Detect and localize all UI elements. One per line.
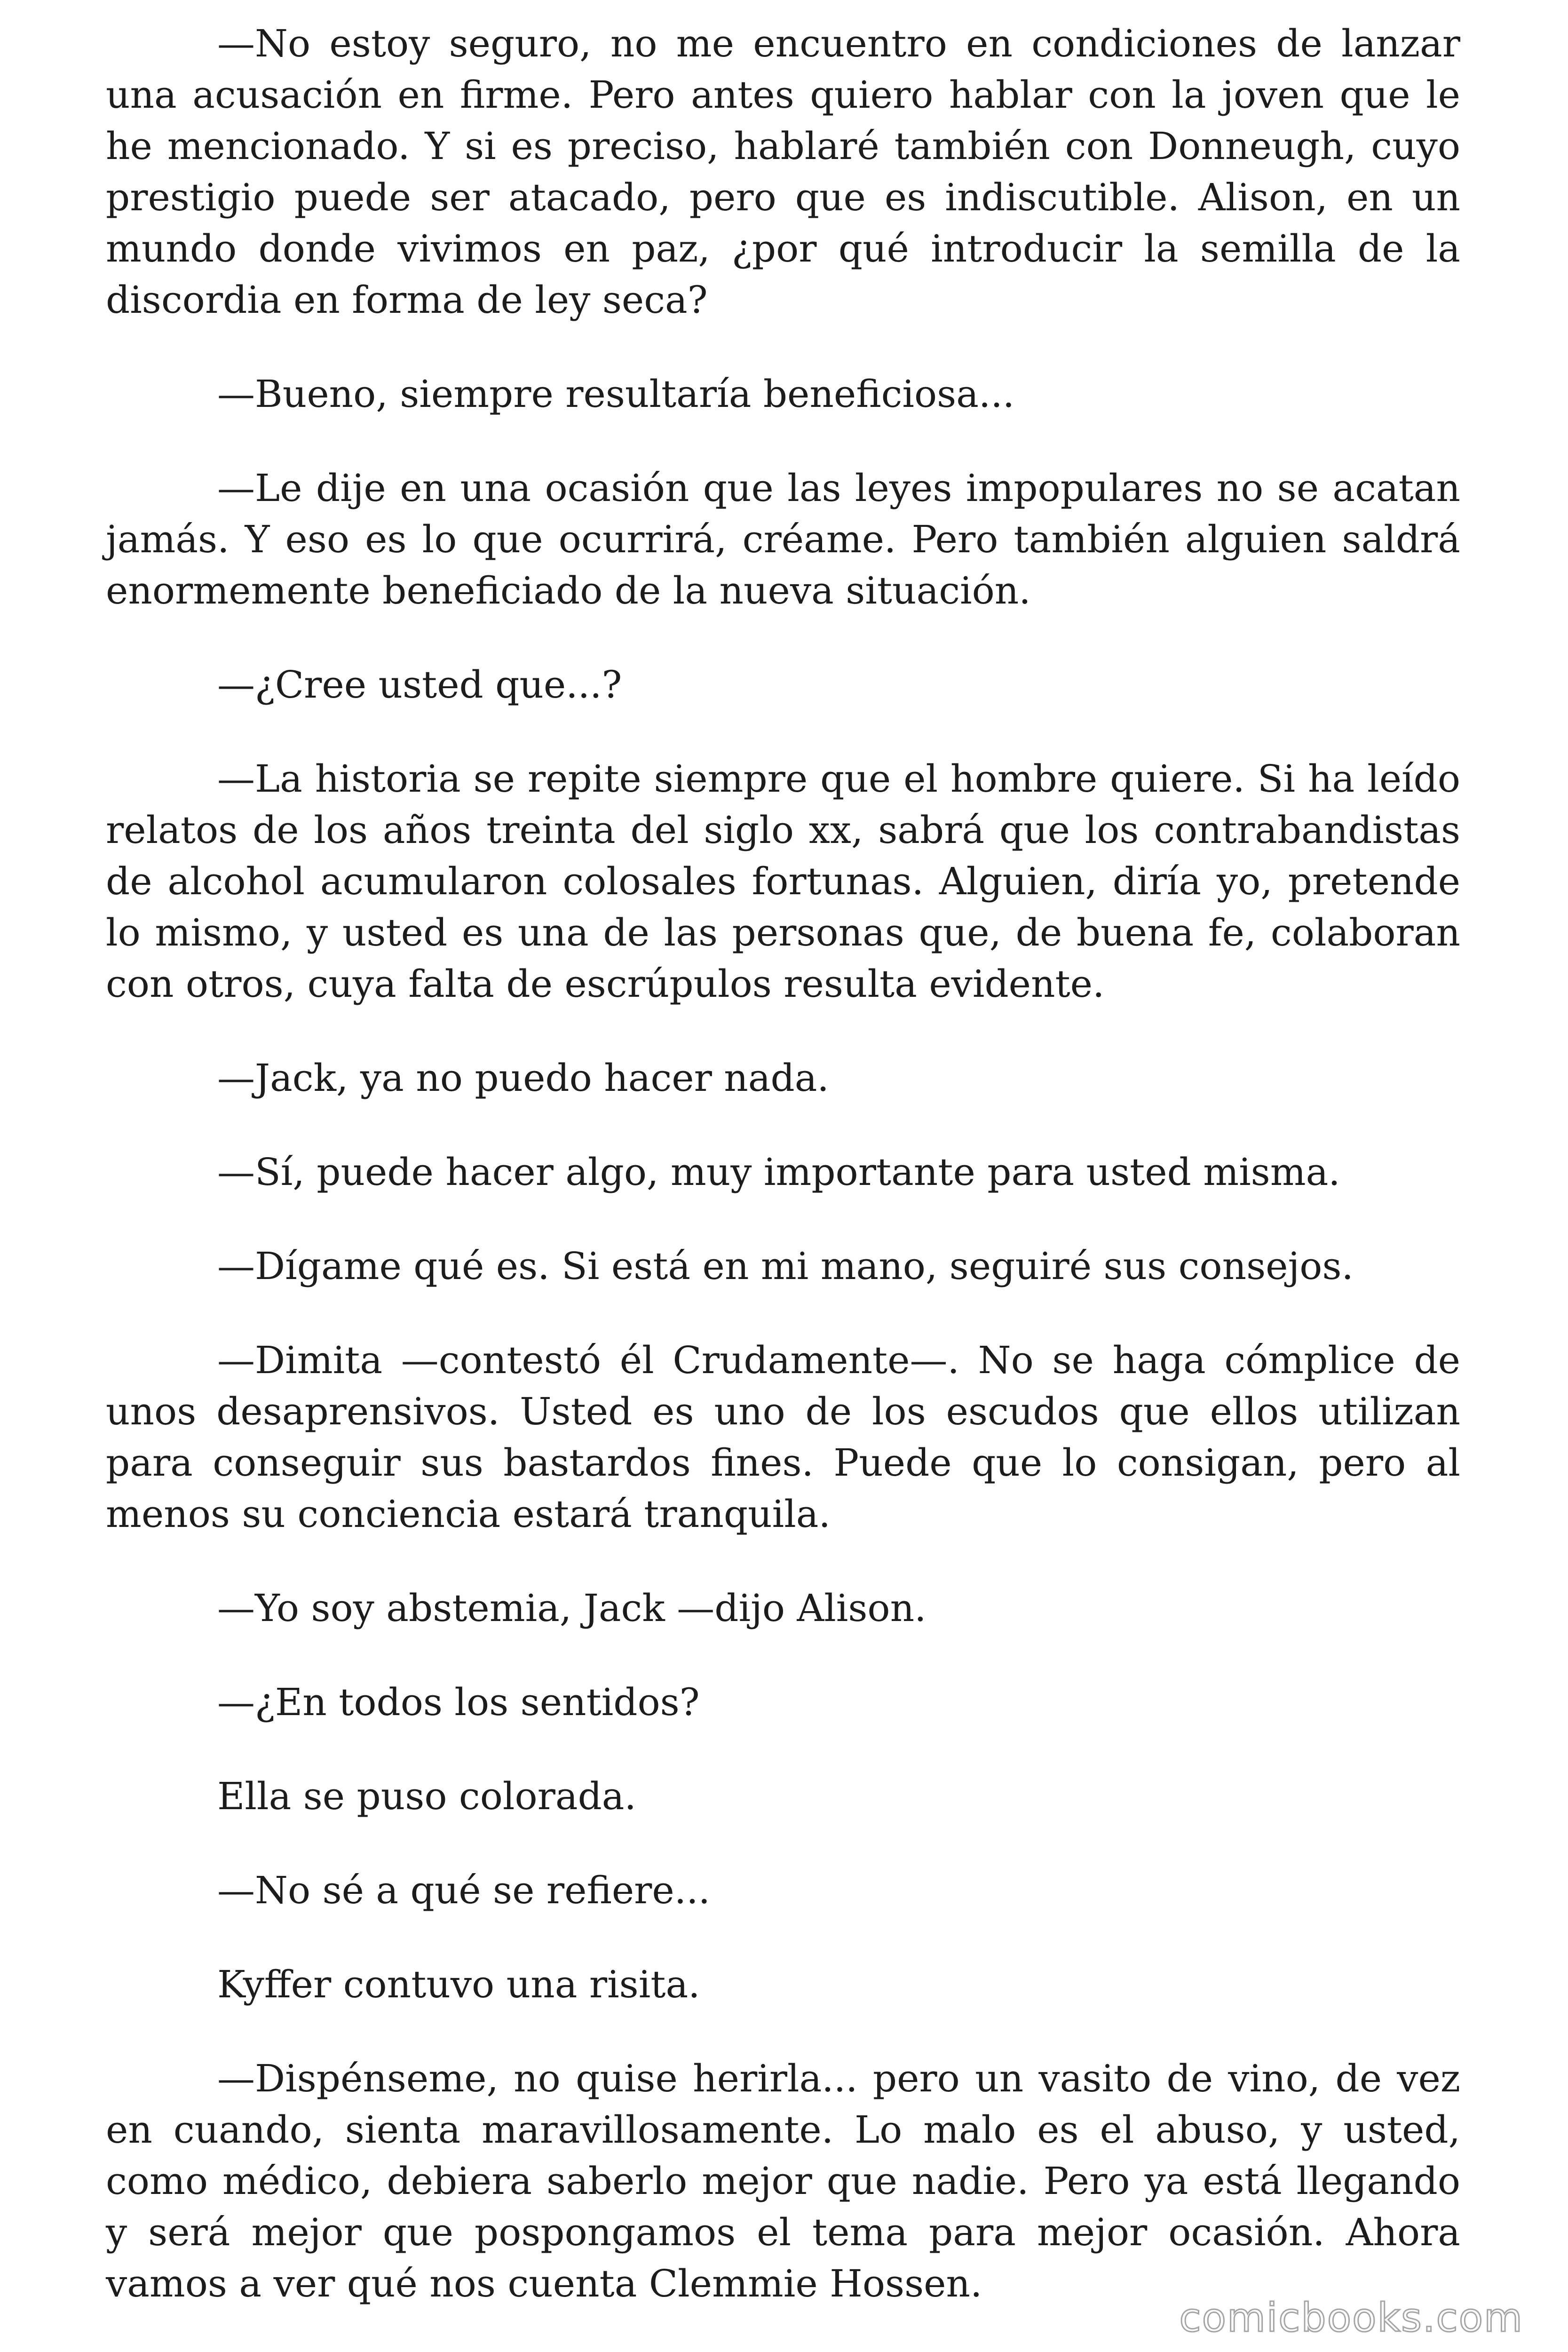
paragraph-5: —La historia se repite siempre que el hombre quiere. Si ha leído relatos de los años treinta del siglo xx, sabrá que los contrabandistas de alcohol acumularon colosales fortunas. Alguien, diría yo, pretende lo mismo, y usted es una de las personas que, de buena fe, colaboran con otros, cuya falta de escrúpulos resulta evidente. [106, 757, 1460, 1006]
paragraph-1: —No estoy seguro, no me encuentro en condiciones de lanzar una acusación en firme. Pero antes quiero hablar con la joven que le he mencionado. Y si es preciso, hablaré también con Donneugh, cuyo prestigio puede ser atacado, pero que es indiscutible. Alison, en un mundo donde vivimos en paz, ¿por qué introducir la semilla de la discordia en forma de ley seca? [106, 22, 1460, 322]
paragraph-7: —Sí, puede hacer algo, muy importante para usted misma. [217, 1150, 1340, 1194]
paragraph-12: Ella se puso colorada. [217, 1774, 636, 1818]
paragraph-9: —Dimita —contestó él Crudamente—. No se haga cómplice de unos desaprensivos. Usted es uno de los escudos que ellos utilizan para conseguir sus bastardos fines. Puede que lo consigan, pero al menos su conciencia estará tranquila. [106, 1338, 1460, 1536]
watermark-logo: comicbooks.com [1179, 2295, 1523, 2341]
paragraph-14: Kyffer contuvo una risita. [217, 1963, 700, 2006]
paragraph-10: —Yo soy abstemia, Jack —dijo Alison. [217, 1586, 927, 1630]
paragraph-11: —¿En todos los sentidos? [217, 1680, 700, 1724]
book-page [106, 18, 1460, 2352]
paragraph-6: —Jack, ya no puedo hacer nada. [217, 1056, 829, 1100]
paragraph-8: —Dígame qué es. Si está en mi mano, seguiré sus consejos. [217, 1244, 1354, 1288]
paragraph-3: —Le dije en una ocasión que las leyes impopulares no se acatan jamás. Y eso es lo que ocurrirá, créame. Pero también alguien saldrá enormemente beneficiado de la nueva situación. [106, 466, 1460, 612]
paragraph-4: —¿Cree usted que...? [217, 663, 622, 707]
paragraph-15: —Dispénseme, no quise herirla... pero un vasito de vino, de vez en cuando, sienta maravillosamente. Lo malo es el abuso, y usted, como médico, debiera saberlo mejor que nadie. Pero ya está llegando y será mejor que pospongamos el tema para mejor ocasión. Ahora vamos a ver qué nos cuenta Clemmie Hossen. [106, 2057, 1460, 2305]
paragraph-2: —Bueno, siempre resultaría beneficiosa... [217, 372, 1015, 416]
paragraph-13: —No sé a qué se refiere... [217, 1868, 711, 1912]
